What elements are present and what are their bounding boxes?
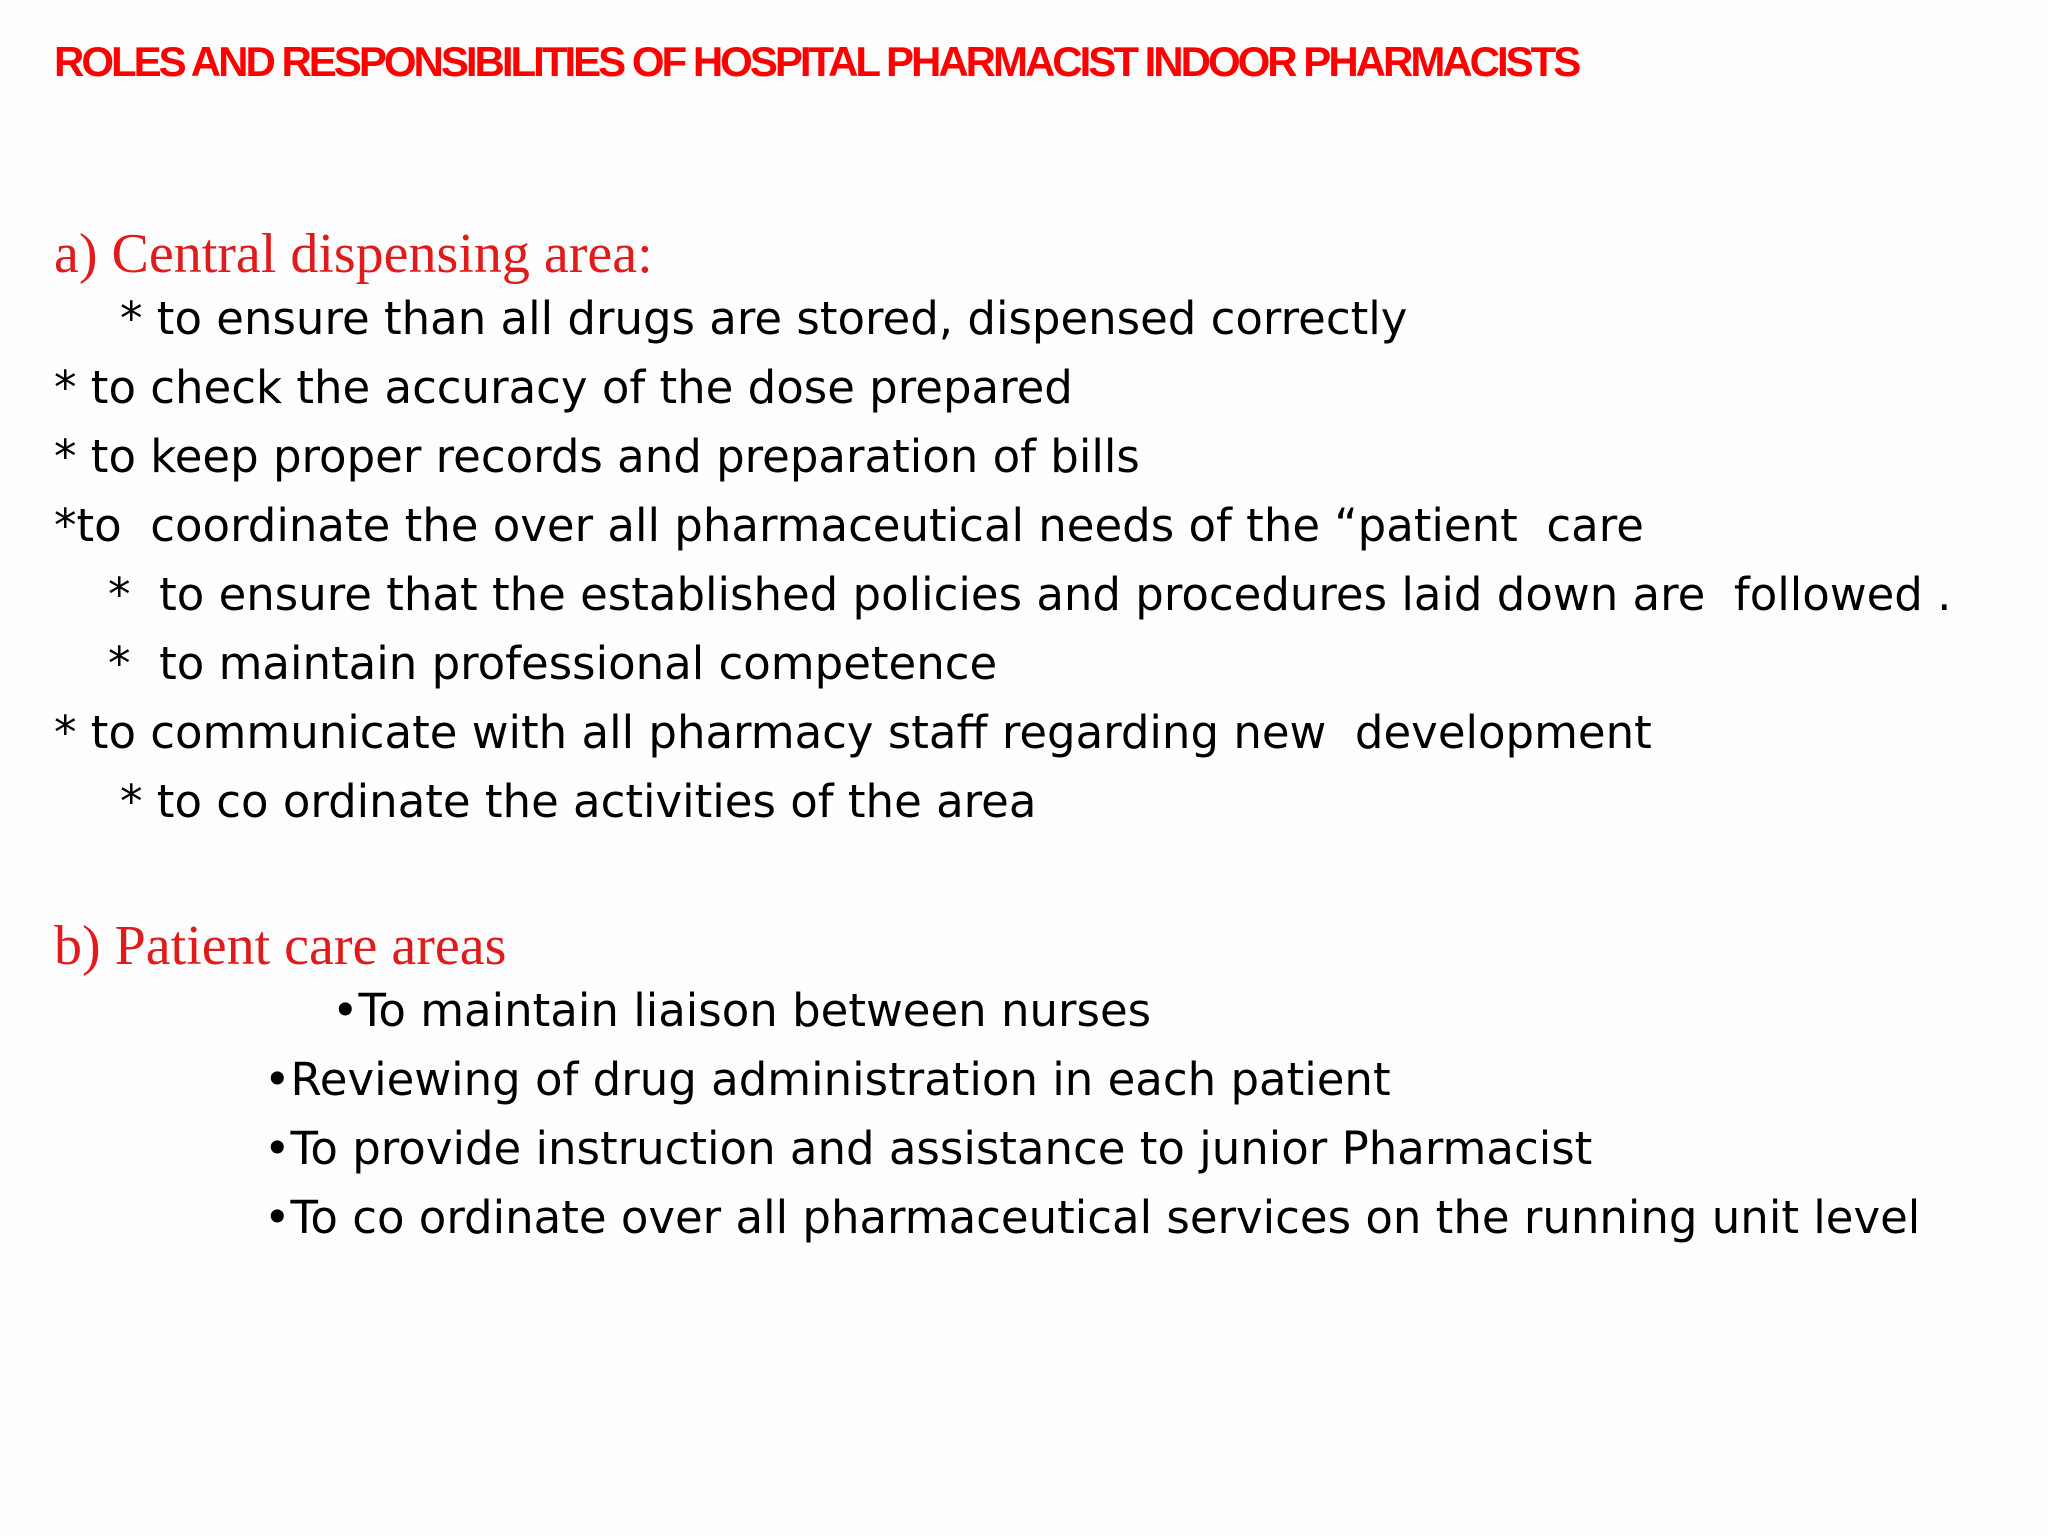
section-a-item: *to coordinate the over all pharmaceutical needs of the “patient care bbox=[54, 499, 1644, 552]
section-a-heading: a) Central dispensing area: bbox=[54, 223, 653, 285]
section-b-item: •To maintain liaison between nurses bbox=[332, 984, 1152, 1037]
section-b-item: •To co ordinate over all pharmaceutical services on the running unit level bbox=[264, 1191, 1921, 1244]
section-a-item: * to ensure than all drugs are stored, dispensed correctly bbox=[120, 292, 1408, 345]
section-b-item: •To provide instruction and assistance to junior Pharmacist bbox=[264, 1122, 1593, 1175]
section-a-item: * to ensure that the established policies and procedures laid down are followed . bbox=[108, 568, 1952, 621]
slide-title: ROLES AND RESPONSIBILITIES OF HOSPITAL PHARMACIST INDOOR PHARMACISTS bbox=[54, 38, 1579, 85]
section-a-item: * to keep proper records and preparation of bills bbox=[54, 430, 1140, 483]
section-b-heading: b) Patient care areas bbox=[54, 915, 507, 977]
section-a-item: * to maintain professional competence bbox=[108, 637, 998, 690]
section-a-item: * to co ordinate the activities of the area bbox=[120, 775, 1037, 828]
section-b-item: •Reviewing of drug administration in each patient bbox=[264, 1053, 1391, 1106]
section-a-item: * to communicate with all pharmacy staff regarding new development bbox=[54, 706, 1652, 759]
section-a-item: * to check the accuracy of the dose prepared bbox=[54, 361, 1073, 414]
